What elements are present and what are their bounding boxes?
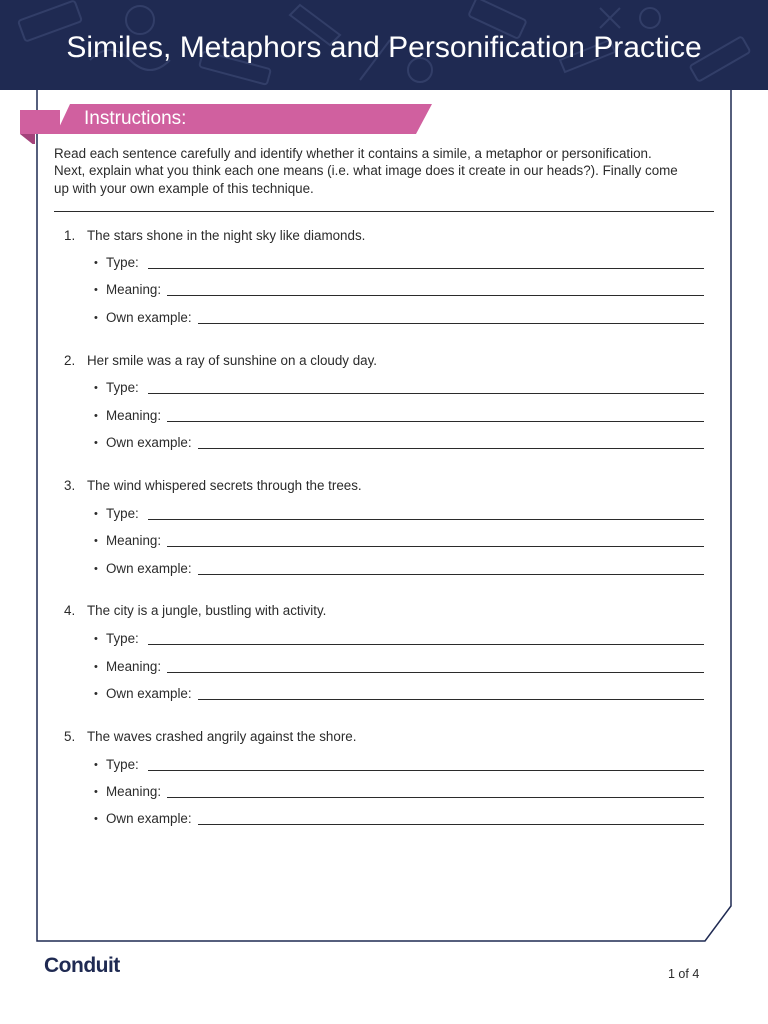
meaning-label: Meaning: <box>106 408 162 423</box>
own-example-label: Own example: <box>106 811 192 826</box>
question-sentence: The waves crashed angrily against the shore. <box>87 729 357 744</box>
question-number: 4. <box>64 603 76 618</box>
bullet-icon: • <box>94 759 98 771</box>
answer-line[interactable] <box>198 448 704 449</box>
answer-line[interactable] <box>148 644 704 645</box>
instructions-banner <box>20 104 432 134</box>
type-label: Type: <box>106 255 139 270</box>
answer-line[interactable] <box>198 574 704 575</box>
instructions-line: Read each sentence carefully and identify whether it contains a simile, a metaphor or personification. <box>54 146 652 161</box>
bullet-icon: • <box>94 786 98 798</box>
question-sentence: Her smile was a ray of sunshine on a cloudy day. <box>87 353 378 368</box>
meaning-field[interactable] <box>94 532 704 552</box>
answer-line[interactable] <box>148 770 704 771</box>
meaning-field[interactable] <box>94 658 704 678</box>
type-field[interactable] <box>94 756 704 776</box>
type-field[interactable] <box>94 505 704 525</box>
answer-line[interactable] <box>148 393 704 394</box>
type-field[interactable] <box>94 630 704 650</box>
meaning-field[interactable] <box>94 407 704 427</box>
question-sentence: The stars shone in the night sky like diamonds. <box>87 228 366 243</box>
type-label: Type: <box>106 380 139 395</box>
answer-line[interactable] <box>167 421 704 422</box>
bullet-icon: • <box>94 382 98 394</box>
type-label: Type: <box>106 506 139 521</box>
answer-line[interactable] <box>148 519 704 520</box>
type-field[interactable] <box>94 379 704 399</box>
question-number: 1. <box>64 228 76 243</box>
bullet-icon: • <box>94 437 98 449</box>
answer-line[interactable] <box>198 824 704 825</box>
instructions-line: Next, explain what you think each one means (i.e. what image does it create in our heads?). Finally come <box>54 163 678 179</box>
instructions-heading: Instructions: <box>84 108 187 129</box>
bullet-icon: • <box>94 284 98 296</box>
page-indicator: 1 of 4 <box>668 967 700 981</box>
bullet-icon: • <box>94 410 98 422</box>
answer-line[interactable] <box>167 546 704 547</box>
bullet-icon: • <box>94 535 98 547</box>
meaning-field[interactable] <box>94 281 704 301</box>
bullet-icon: • <box>94 633 98 645</box>
instructions-line: up with your own example of this technique. <box>54 180 314 196</box>
question-number: 3. <box>64 478 76 493</box>
instructions-text <box>54 145 716 197</box>
answer-line[interactable] <box>167 672 704 673</box>
bullet-icon: • <box>94 312 98 324</box>
meaning-field[interactable] <box>94 783 704 803</box>
own-example-field[interactable] <box>94 560 704 580</box>
question-sentence: The wind whispered secrets through the trees. <box>87 478 362 493</box>
bullet-icon: • <box>94 661 98 673</box>
type-field[interactable] <box>94 254 704 274</box>
question-number: 2. <box>64 353 76 368</box>
bullet-icon: • <box>94 813 98 825</box>
section-divider <box>54 211 714 212</box>
answer-line[interactable] <box>148 268 704 269</box>
meaning-label: Meaning: <box>106 659 162 674</box>
conduit-logo: Conduit <box>44 954 120 977</box>
answer-line[interactable] <box>167 295 704 296</box>
own-example-label: Own example: <box>106 561 192 576</box>
own-example-field[interactable] <box>94 685 704 705</box>
bullet-icon: • <box>94 508 98 520</box>
own-example-label: Own example: <box>106 435 192 450</box>
answer-line[interactable] <box>198 699 704 700</box>
type-label: Type: <box>106 757 139 772</box>
answer-line[interactable] <box>198 323 704 324</box>
bullet-icon: • <box>94 257 98 269</box>
own-example-label: Own example: <box>106 310 192 325</box>
meaning-label: Meaning: <box>106 533 162 548</box>
answer-line[interactable] <box>167 797 704 798</box>
bullet-icon: • <box>94 688 98 700</box>
meaning-label: Meaning: <box>106 784 162 799</box>
bullet-icon: • <box>94 563 98 575</box>
meaning-label: Meaning: <box>106 282 162 297</box>
own-example-label: Own example: <box>106 686 192 701</box>
type-label: Type: <box>106 631 139 646</box>
own-example-field[interactable] <box>94 309 704 329</box>
page-title: Similes, Metaphors and Personification Practice <box>66 31 702 64</box>
own-example-field[interactable] <box>94 434 704 454</box>
question-number: 5. <box>64 729 76 744</box>
question-sentence: The city is a jungle, bustling with activity. <box>87 603 327 618</box>
own-example-field[interactable] <box>94 810 704 830</box>
